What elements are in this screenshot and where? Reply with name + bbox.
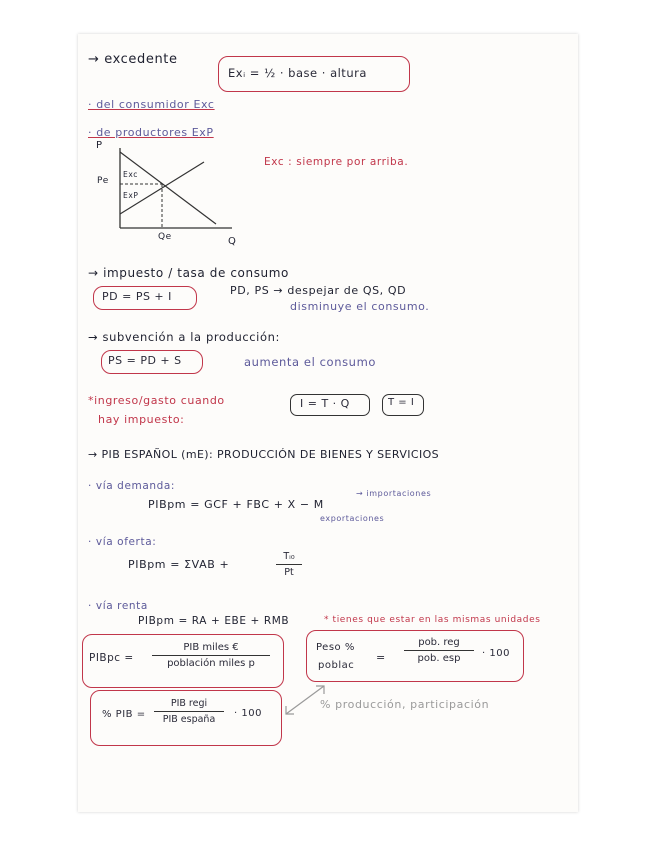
peso-equals: = (376, 651, 386, 664)
tax-rate-formula: T = I (388, 397, 415, 408)
pct-pib-denominator: PIB españa (162, 714, 216, 725)
participation-note: % producción, participación (320, 698, 490, 711)
revenue-note-1: *ingreso/gasto cuando (88, 394, 225, 407)
pct-pib-label: % PIB = (102, 709, 146, 720)
pibpc-numerator: PIB miles € (183, 642, 239, 653)
equilibrium-price-label: Pe (97, 176, 109, 186)
producer-surplus-area-label: ExP (123, 191, 139, 200)
peso-multiplier: · 100 (482, 648, 510, 659)
imports-note: → importaciones (356, 489, 432, 498)
supply-fraction-numerator: Tᵢ₀ (283, 551, 295, 562)
pct-pib-multiplier: · 100 (234, 708, 262, 719)
producer-surplus-item: · de productores ExP (88, 126, 214, 139)
excedente-formula: Exᵢ = ½ · base · altura (228, 66, 367, 80)
demand-label: · vía demanda: (88, 480, 176, 492)
subsidy-note: aumenta el consumo (244, 355, 377, 369)
supply-fraction (276, 551, 302, 578)
income-label: · vía renta (88, 600, 148, 612)
consumer-surplus-area-label: Exc (123, 170, 138, 179)
supply-label: · vía oferta: (88, 536, 157, 548)
tax-formula: PD = PS + I (102, 290, 172, 303)
pct-pib-numerator: PIB regi (170, 698, 208, 709)
pct-pib-fraction (154, 698, 224, 725)
tax-note-1: PD, PS → despejar de QS, QD (230, 284, 407, 297)
revenue-formula: I = T · Q (300, 397, 350, 410)
peso-numerator: pob. reg (418, 637, 460, 648)
peso-denominator: pob. esp (417, 653, 461, 664)
demand-formula: PIBpm = GCF + FBC + X − M (148, 498, 324, 511)
exports-note: exportaciones (320, 514, 385, 523)
surplus-note: Exc : siempre por arriba. (264, 156, 409, 168)
peso-label-2: poblac (318, 660, 355, 671)
price-axis-label: P (96, 140, 103, 151)
tax-note-2: disminuye el consumo. (290, 300, 430, 313)
income-formula: PIBpm = RA + EBE + RMB (138, 615, 290, 627)
pibpc-fraction (152, 642, 270, 669)
quantity-axis-label: Q (228, 236, 237, 247)
supply-fraction-denominator: Pt (284, 567, 294, 578)
peso-fraction (404, 637, 474, 664)
peso-label-1: Peso % (316, 642, 355, 653)
equilibrium-quantity-label: Qe (158, 232, 172, 242)
pibpc-denominator: población miles p (167, 658, 255, 669)
tax-heading: → impuesto / tasa de consumo (88, 266, 289, 280)
consumer-surplus-item: · del consumidor Exc (88, 98, 215, 111)
subsidy-formula: PS = PD + S (108, 354, 182, 367)
pib-heading: → PIB ESPAÑOL (mE): PRODUCCIÓN DE BIENES Y SERVICIOS (88, 448, 440, 461)
subsidy-heading: → subvención a la producción: (88, 330, 280, 344)
pibpc-label: PIBpc = (89, 652, 134, 664)
excedente-heading: → excedente (88, 52, 178, 67)
revenue-note-2: hay impuesto: (98, 413, 185, 426)
supply-formula: PIBpm = ΣVAB + (128, 558, 230, 571)
units-note: * tienes que estar en las mismas unidades (324, 615, 541, 625)
